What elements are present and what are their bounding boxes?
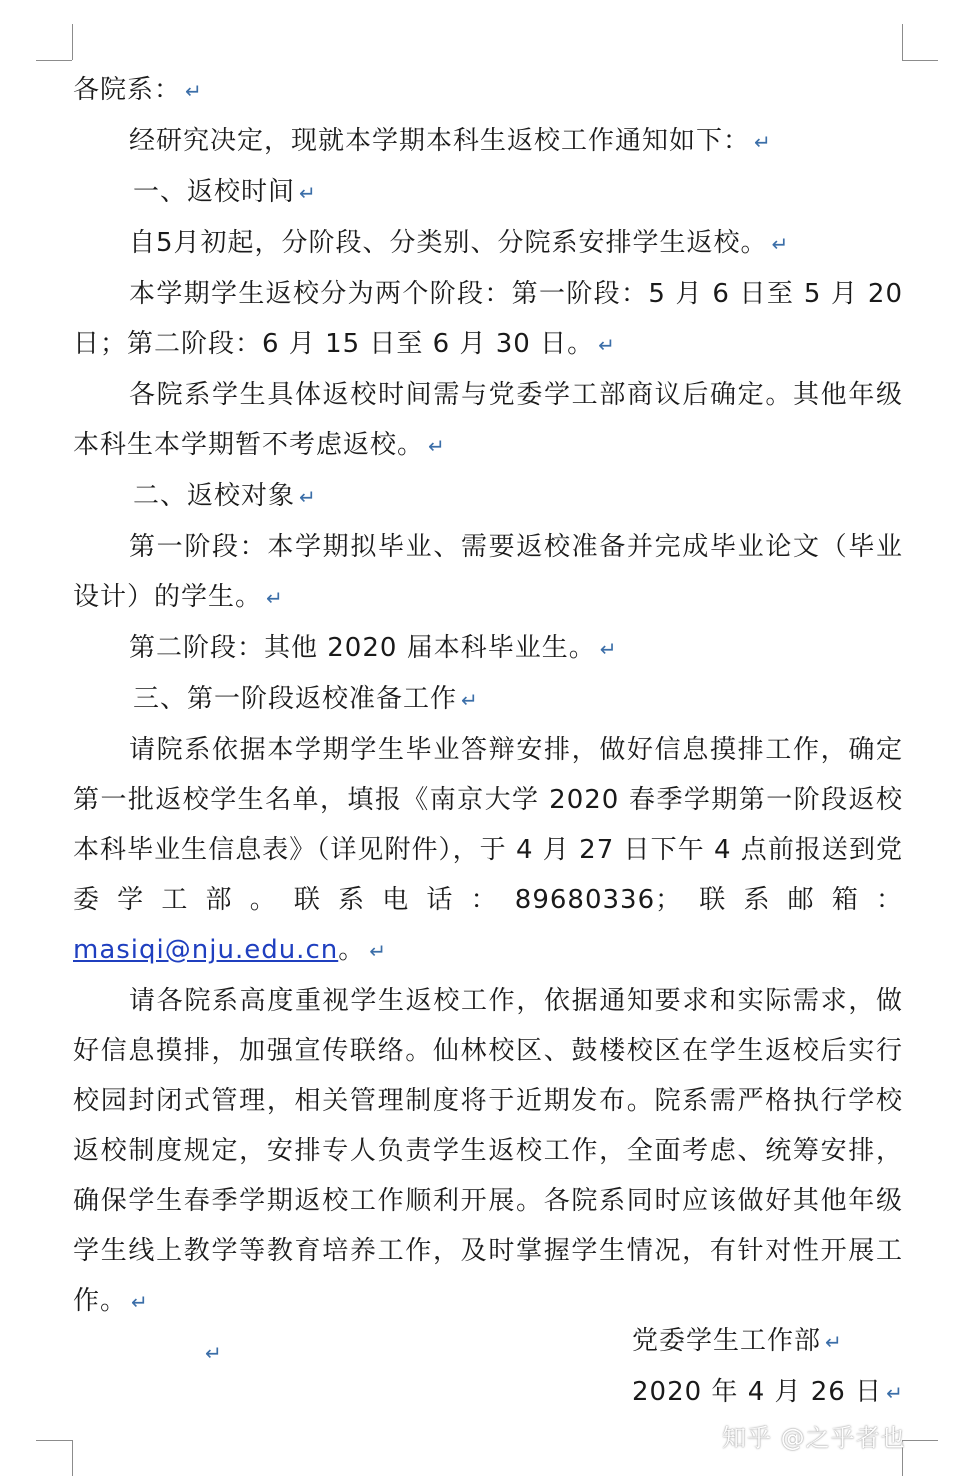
paragraph-mark-icon: ↵ — [299, 485, 316, 509]
paragraph-mark-icon: ↵ — [771, 232, 789, 256]
watermark: 知乎 @之乎者也 — [722, 1424, 906, 1452]
section-three-paragraph-1: 请院系依据本学期学生毕业答辩安排，做好信息摸排工作，确定第一批返校学生名单，填报《南京大学 2020 春季学期第一阶段返校本科毕业生信息表》（详见附件），于 4 月 27 日下午 4 点前报送到党委学工部。联系电话：89680336；联系邮箱：masiqi@nju.edu.cn。 ↵ — [73, 735, 903, 965]
section-one-paragraph-2: 本学期学生返校分为两个阶段：第一阶段：5 月 6 日至 5 月 20 日；第二阶段：6 月 15 日至 6 月 30 日。 ↵ — [73, 279, 903, 359]
paragraph-mark-icon: ↵ — [754, 130, 771, 154]
paragraph-mark-icon: ↵ — [205, 1341, 222, 1365]
paragraph-mark-icon: ↵ — [599, 637, 617, 661]
section-heading-one: 一、返校时间 ↵ — [133, 177, 316, 207]
paragraph-mark-icon: ↵ — [369, 939, 386, 963]
salutation: 各院系： ↵ — [73, 75, 202, 105]
section-heading-two: 二、返校对象 ↵ — [133, 481, 316, 511]
paragraph-mark-icon: ↵ — [886, 1381, 903, 1405]
paragraph-mark-icon: ↵ — [825, 1330, 842, 1354]
signature-date: 2020 年 4 月 26 日 ↵ — [632, 1377, 903, 1407]
paragraph-mark-icon: ↵ — [428, 434, 445, 458]
paragraph-mark-icon: ↵ — [598, 333, 615, 357]
paragraph-mark-icon: ↵ — [461, 688, 478, 712]
contact-email-link[interactable]: masiqi@nju.edu.cn — [73, 935, 339, 965]
signature-block — [632, 1316, 903, 1418]
section-one-paragraph-1: 自5月初起，分阶段、分类别、分院系安排学生返校。 ↵ — [129, 228, 789, 258]
section-two-paragraph-1: 第一阶段：本学期拟毕业、需要返校准备并完成毕业论文（毕业设计）的学生。 ↵ — [73, 532, 903, 612]
signature-department: 党委学生工作部 ↵ — [632, 1326, 842, 1356]
paragraph-mark-icon: ↵ — [299, 181, 316, 205]
section-heading-three: 三、第一阶段返校准备工作 ↵ — [133, 684, 478, 714]
paragraph-mark-icon: ↵ — [185, 79, 202, 103]
paragraph-mark-icon: ↵ — [131, 1290, 148, 1314]
section-two-paragraph-2: 第二阶段：其他 2020 届本科毕业生。 ↵ — [129, 633, 617, 663]
document-body — [73, 65, 903, 1378]
section-one-paragraph-3: 各院系学生具体返校时间需与党委学工部商议后确定。其他年级本科生本学期暂不考虑返校。 ↵ — [73, 380, 903, 460]
section-three-paragraph-2: 请各院系高度重视学生返校工作，依据通知要求和实际需求，做好信息摸排，加强宣传联络。仙林校区、鼓楼校区在学生返校后实行校园封闭式管理，相关管理制度将于近期发布。院系需严格执行学校返校制度规定，安排专人负责学生返校工作，全面考虑、统筹安排，确保学生春季学期返校工作顺利开展。各院系同时应该做好其他年级学生线上教学等教育培养工作，及时掌握学生情况，有针对性开展工作。 ↵ — [73, 986, 903, 1316]
intro-paragraph: 经研究决定，现就本学期本科生返校工作通知如下： ↵ — [129, 126, 771, 156]
paragraph-mark-icon: ↵ — [266, 586, 283, 610]
